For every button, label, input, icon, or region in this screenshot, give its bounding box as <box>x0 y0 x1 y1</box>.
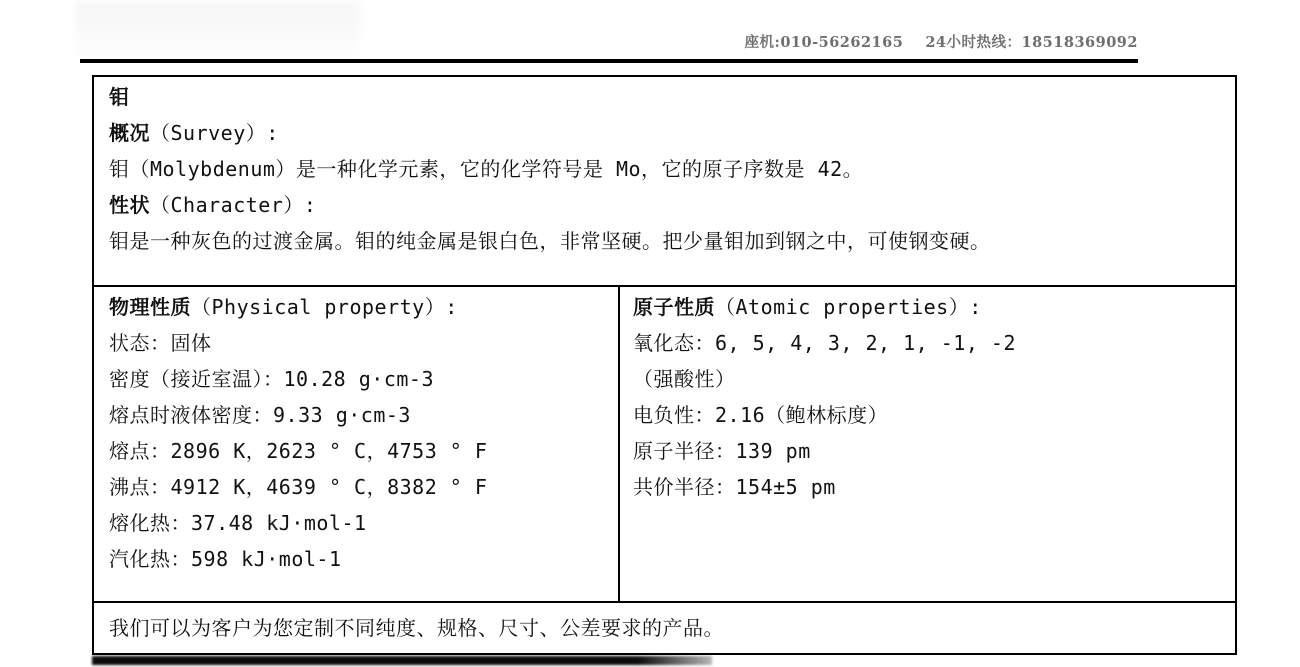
physical-row-boiling-point: 沸点：4912 K，4639 ° C，8382 ° F <box>109 475 488 499</box>
hotline-number: 24小时热线：18518369092 <box>925 34 1138 51</box>
physical-label-en: （Physical property）: <box>191 295 458 319</box>
physical-label: 物理性质 <box>109 295 191 319</box>
survey-label-en: （Survey）: <box>150 121 279 145</box>
character-label: 性状 <box>109 193 150 217</box>
character-heading <box>109 187 1220 223</box>
physical-row-melting-point: 熔点：2896 K，2623 ° C，4753 ° F <box>109 439 488 463</box>
atomic-row-acidity: （强酸性） <box>633 367 736 391</box>
customization-note: 我们可以为客户为您定制不同纯度、规格、尺寸、公差要求的产品。 <box>109 616 724 640</box>
physical-row-heat-fusion: 熔化热：37.48 kJ·mol-1 <box>109 511 367 535</box>
product-info-table <box>92 75 1237 655</box>
header-rule <box>80 59 1138 63</box>
atomic-row-electronegativity: 电负性：2.16（鲍林标度） <box>633 403 889 427</box>
physical-row-density: 密度（接近室温）：10.28 g·cm-3 <box>109 367 434 391</box>
atomic-row-atomic-radius: 原子半径：139 pm <box>633 439 811 463</box>
survey-label: 概况 <box>109 121 150 145</box>
character-label-en: （Character）: <box>150 193 317 217</box>
survey-text: 钼（Molybdenum）是一种化学元素，它的化学符号是 Mo，它的原子序数是 42。 <box>109 157 864 181</box>
atomic-row-oxidation-states: 氧化态：6, 5, 4, 3, 2, 1, -1, -2 <box>633 331 1016 355</box>
atomic-label-en: （Atomic properties）: <box>715 295 982 319</box>
intro-section <box>94 77 1235 285</box>
character-text: 钼是一种灰色的过渡金属。钼的纯金属是银白色，非常坚硬。把少量钼加到钢之中，可使钢变硬。 <box>109 229 991 253</box>
bottom-dark-bar <box>92 656 712 665</box>
physical-row-liquid-density: 熔点时液体密度：9.33 g·cm-3 <box>109 403 411 427</box>
header-contact <box>80 31 1138 52</box>
atomic-row-covalent-radius: 共价半径：154±5 pm <box>633 475 836 499</box>
physical-properties-column <box>94 287 620 601</box>
atomic-label: 原子性质 <box>633 295 715 319</box>
atomic-properties-column <box>620 287 1235 601</box>
physical-heading <box>109 289 603 325</box>
physical-row-heat-vaporization: 汽化热：598 kJ·mol-1 <box>109 547 342 571</box>
survey-heading <box>109 115 1220 151</box>
atomic-heading <box>633 289 1222 325</box>
element-title-line <box>109 79 1220 115</box>
physical-row-state: 状态：固体 <box>109 331 212 355</box>
element-title: 钼 <box>109 85 130 109</box>
landline-number: 座机:010-56262165 <box>744 34 904 51</box>
properties-section <box>94 285 1235 601</box>
customization-note-row <box>94 601 1235 653</box>
